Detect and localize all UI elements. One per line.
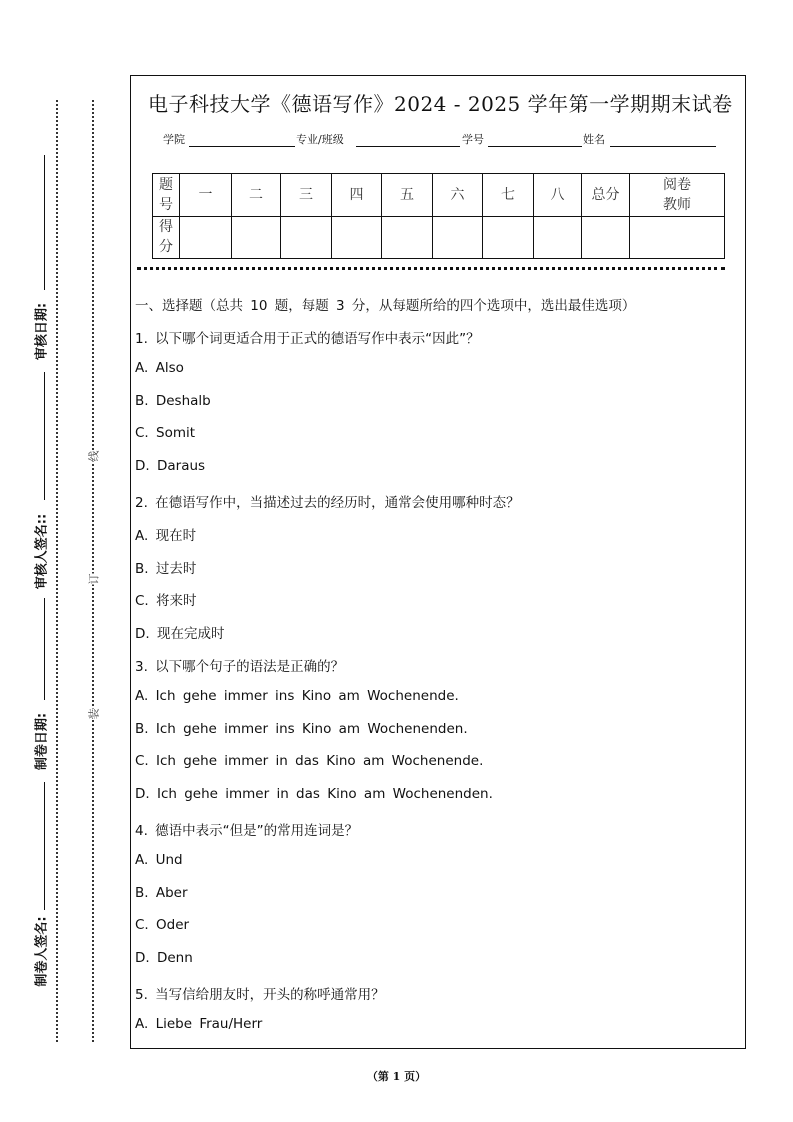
page-number: （第 1 页） xyxy=(366,1070,427,1083)
option: B. Ich gehe immer ins Kino am Wochenenden. xyxy=(135,720,468,737)
section-heading: 一、选择题（总共 10 题，每题 3 分，从每题所给的四个选项中，选出最佳选项） xyxy=(135,298,636,314)
score-table xyxy=(152,173,725,259)
binding-char-ding: 订 xyxy=(87,573,101,585)
col-7: 七 xyxy=(483,174,534,217)
table-row-scores xyxy=(153,216,725,259)
score-cell[interactable] xyxy=(582,216,630,259)
table-row-headers xyxy=(153,174,725,217)
question: 3. 以下哪个句子的语法是正确的？ xyxy=(135,659,345,675)
score-cell[interactable] xyxy=(232,216,281,259)
name-blank[interactable] xyxy=(610,146,716,147)
option: D. 现在完成时 xyxy=(135,626,225,643)
exam-title: 电子科技大学《德语写作》2024 - 2025 学年第一学期期末试卷 xyxy=(148,92,733,116)
option: B. 过去时 xyxy=(135,560,197,577)
major-label: 专业/班级 xyxy=(296,133,344,146)
row-label-defen: 得分 xyxy=(153,216,180,259)
score-cell[interactable] xyxy=(382,216,433,259)
name-label: 姓名 xyxy=(583,133,605,146)
student-id-blank[interactable] xyxy=(488,146,582,147)
option: B. Deshalb xyxy=(135,392,211,409)
score-cell[interactable] xyxy=(180,216,232,259)
option: A. 现在时 xyxy=(135,527,197,544)
col-5: 五 xyxy=(382,174,433,217)
make-date-line xyxy=(44,598,45,700)
score-cell[interactable] xyxy=(483,216,534,259)
binding-dotted-line-outer xyxy=(56,100,58,1042)
student-id-label: 学号 xyxy=(462,133,484,146)
binding-char-zhuang: 装 xyxy=(87,708,101,720)
question: 1. 以下哪个词更适合用于正式的德语写作中表示“因此”？ xyxy=(135,331,480,347)
option: D. Denn xyxy=(135,950,193,967)
college-blank[interactable] xyxy=(189,146,295,147)
maker-sign-label: 制卷人签名: xyxy=(34,916,50,987)
option: C. Somit xyxy=(135,425,196,442)
col-grader: 阅卷教师 xyxy=(630,174,725,217)
option: D. Ich gehe immer in das Kino am Wochenenden. xyxy=(135,786,493,803)
binding-char-xian: 线 xyxy=(87,450,101,462)
option: C. Ich gehe immer in das Kino am Wochenende. xyxy=(135,753,484,770)
col-4: 四 xyxy=(332,174,382,217)
binding-dotted-line-inner xyxy=(92,100,94,1042)
review-date-label: 审核日期: xyxy=(34,302,50,361)
col-1: 一 xyxy=(180,174,232,217)
major-blank[interactable] xyxy=(356,146,460,147)
option: A. Liebe Frau/Herr xyxy=(135,1015,263,1032)
score-cell[interactable] xyxy=(281,216,332,259)
col-6: 六 xyxy=(433,174,483,217)
option: C. Oder xyxy=(135,917,190,934)
reviewer-sign-line xyxy=(44,372,45,500)
question: 2. 在德语写作中，当描述过去的经历时，通常会使用哪种时态？ xyxy=(135,495,520,511)
maker-sign-line xyxy=(44,782,45,910)
score-cell[interactable] xyxy=(433,216,483,259)
question: 5. 当写信给朋友时，开头的称呼通常用？ xyxy=(135,987,385,1003)
option: A. Also xyxy=(135,359,184,376)
reviewer-sign-label: 审核人签名:: xyxy=(34,513,50,590)
review-date-line xyxy=(44,155,45,290)
score-cell[interactable] xyxy=(534,216,582,259)
college-label: 学院 xyxy=(163,133,185,146)
score-cell[interactable] xyxy=(630,216,725,259)
make-date-label: 制卷日期: xyxy=(34,712,50,771)
col-total: 总分 xyxy=(582,174,630,217)
option: B. Aber xyxy=(135,884,188,901)
col-8: 八 xyxy=(534,174,582,217)
col-3: 三 xyxy=(281,174,332,217)
row-label-tihao: 题号 xyxy=(153,174,180,217)
option: A. Und xyxy=(135,851,183,868)
option: A. Ich gehe immer ins Kino am Wochenende. xyxy=(135,687,459,704)
option: C. 将来时 xyxy=(135,593,197,610)
col-2: 二 xyxy=(232,174,281,217)
score-cell[interactable] xyxy=(332,216,382,259)
dotted-separator xyxy=(137,267,725,270)
question: 4. 德语中表示“但是”的常用连词是？ xyxy=(135,823,359,839)
option: D. Daraus xyxy=(135,458,206,475)
